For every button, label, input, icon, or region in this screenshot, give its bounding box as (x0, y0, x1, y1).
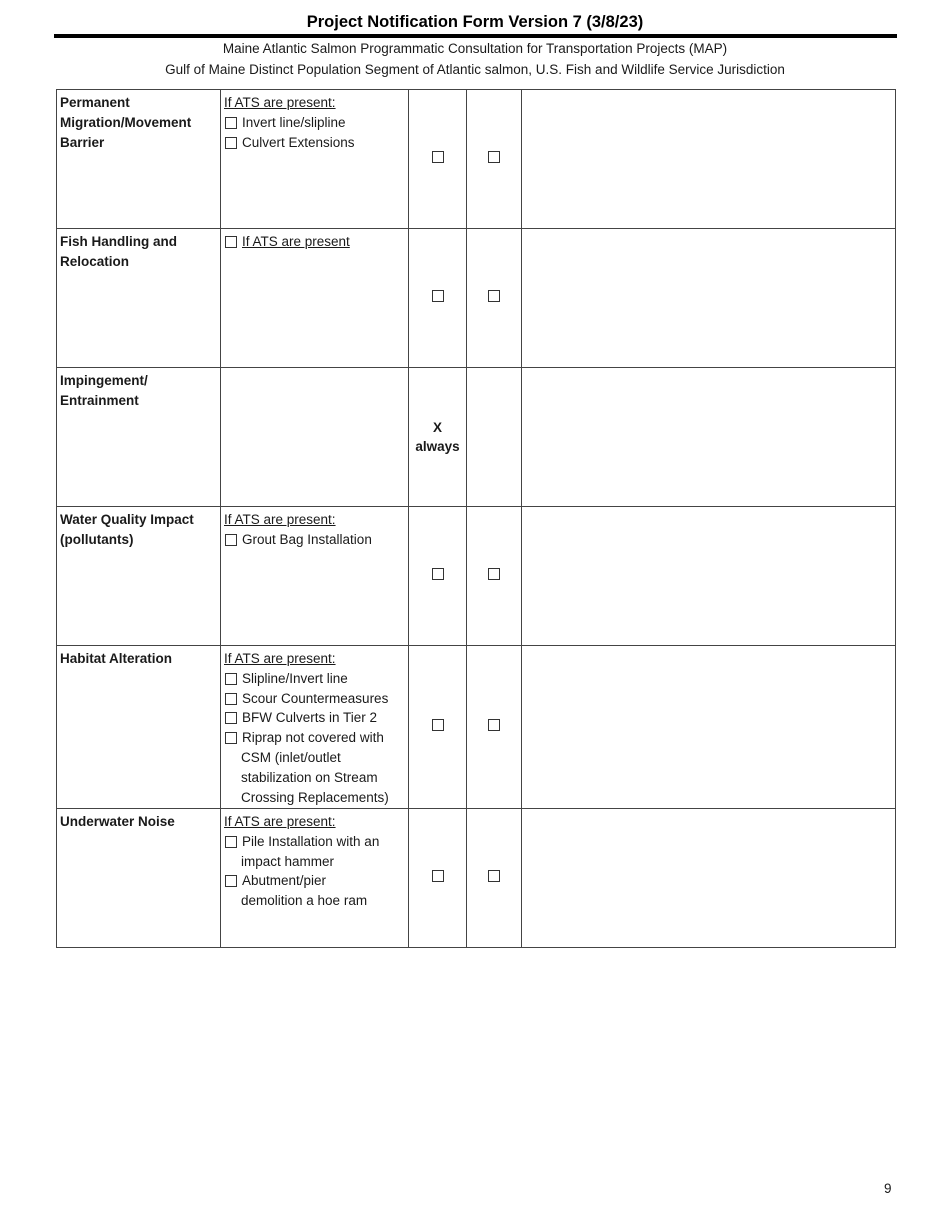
checkbox[interactable] (225, 673, 237, 685)
activity-cell (221, 368, 409, 507)
activity-option-label: BFW Culverts in Tier 2 (242, 710, 378, 726)
checkbox[interactable] (432, 719, 444, 731)
notes-cell[interactable] (522, 507, 896, 646)
effects-table (56, 89, 896, 948)
check-cell-col3 (409, 229, 467, 368)
checkbox[interactable] (432, 568, 444, 580)
notes-cell[interactable] (522, 90, 896, 229)
check-cell-col4 (467, 229, 522, 368)
checkbox[interactable] (225, 732, 237, 744)
subtitle-line-1: Maine Atlantic Salmon Programmatic Consultation for Transportation Projects (MAP) (222, 41, 728, 56)
effect-name: Habitat Alteration (57, 646, 221, 809)
activity-cell (221, 229, 409, 368)
check-cell-col4 (467, 809, 522, 948)
table-row (57, 646, 896, 809)
check-cell-col4 (467, 507, 522, 646)
checkbox[interactable] (225, 693, 237, 705)
table-row (57, 507, 896, 646)
checkbox[interactable] (225, 836, 237, 848)
effect-name: Underwater Noise (57, 809, 221, 948)
checkbox[interactable] (225, 875, 237, 887)
table-row (57, 229, 896, 368)
notes-cell[interactable] (522, 229, 896, 368)
activity-option[interactable] (224, 689, 405, 709)
activity-option-continued: demolition a hoe ram (241, 893, 368, 909)
ats-condition-label: If ATS are present: (224, 814, 336, 829)
activity-cell (221, 90, 409, 229)
ats-condition-label: If ATS are present: (224, 512, 336, 527)
checkbox[interactable] (488, 870, 500, 882)
checkbox[interactable] (432, 151, 444, 163)
notes-cell[interactable] (522, 809, 896, 948)
check-cell-col3 (409, 646, 467, 809)
check-cell-col4 (467, 90, 522, 229)
checkbox[interactable] (488, 568, 500, 580)
always-x-mark: X (432, 420, 442, 435)
activity-option[interactable] (224, 530, 405, 550)
checkbox[interactable] (225, 236, 237, 248)
activity-option-label: Riprap not covered with (242, 730, 384, 746)
ats-condition-label: If ATS are present: (224, 95, 336, 110)
table-row (57, 90, 896, 229)
effect-name: Permanent Migration/Movement Barrier (57, 90, 221, 229)
checkbox[interactable] (225, 534, 237, 546)
activity-option[interactable] (224, 708, 405, 728)
table-row (57, 368, 896, 507)
table-row (57, 809, 896, 948)
always-label: always (415, 439, 460, 454)
activity-option-label: Culvert Extensions (242, 134, 355, 150)
activity-option-label: Grout Bag Installation (242, 531, 372, 547)
check-cell-col3 (409, 809, 467, 948)
activity-option-label: Pile Installation with an (242, 833, 380, 849)
checkbox[interactable] (488, 719, 500, 731)
checkbox[interactable] (225, 712, 237, 724)
check-cell-col4 (467, 368, 522, 507)
effect-name: Water Quality Impact (pollutants) (57, 507, 221, 646)
check-cell-col4 (467, 646, 522, 809)
activity-option-label: Invert line/slipline (242, 114, 346, 130)
checkbox[interactable] (225, 117, 237, 129)
activity-option[interactable] (224, 871, 405, 891)
activity-option-label: If ATS are present (242, 234, 350, 249)
effect-name: Fish Handling and Relocation (57, 229, 221, 368)
activity-cell (221, 507, 409, 646)
activity-option-label: Scour Countermeasures (242, 690, 389, 706)
page-number: 9 (884, 1181, 892, 1196)
activity-option[interactable] (224, 728, 405, 748)
checkbox[interactable] (225, 137, 237, 149)
activity-cell (221, 809, 409, 948)
check-cell-col3 (409, 507, 467, 646)
checkbox[interactable] (488, 151, 500, 163)
activity-option-label: Abutment/pier (242, 873, 327, 889)
activity-option[interactable] (224, 669, 405, 689)
effect-name: Impingement/ Entrainment (57, 368, 221, 507)
document-title: Project Notification Form Version 7 (3/8/23) (306, 13, 644, 31)
notes-cell[interactable] (522, 646, 896, 809)
checkbox[interactable] (432, 290, 444, 302)
activity-cell (221, 646, 409, 809)
subtitle-line-2: Gulf of Maine Distinct Population Segment of Atlantic salmon, U.S. Fish and Wildlife Service Jurisdiction (165, 62, 785, 77)
title-divider (54, 34, 897, 38)
ats-condition-label: If ATS are present: (224, 651, 336, 666)
check-cell-col3 (409, 90, 467, 229)
activity-option-label: Slipline/Invert line (242, 670, 348, 686)
activity-option[interactable] (224, 832, 405, 852)
activity-option[interactable] (224, 113, 405, 133)
checkbox[interactable] (432, 870, 444, 882)
activity-option-continued: CSM (inlet/outlet stabilization on Stream Crossing Replacements) (241, 749, 389, 805)
activity-option[interactable] (224, 232, 405, 252)
check-cell-col3 (409, 368, 467, 507)
activity-option[interactable] (224, 133, 405, 153)
checkbox[interactable] (488, 290, 500, 302)
activity-option-continued: impact hammer (241, 853, 335, 869)
notes-cell[interactable] (522, 368, 896, 507)
